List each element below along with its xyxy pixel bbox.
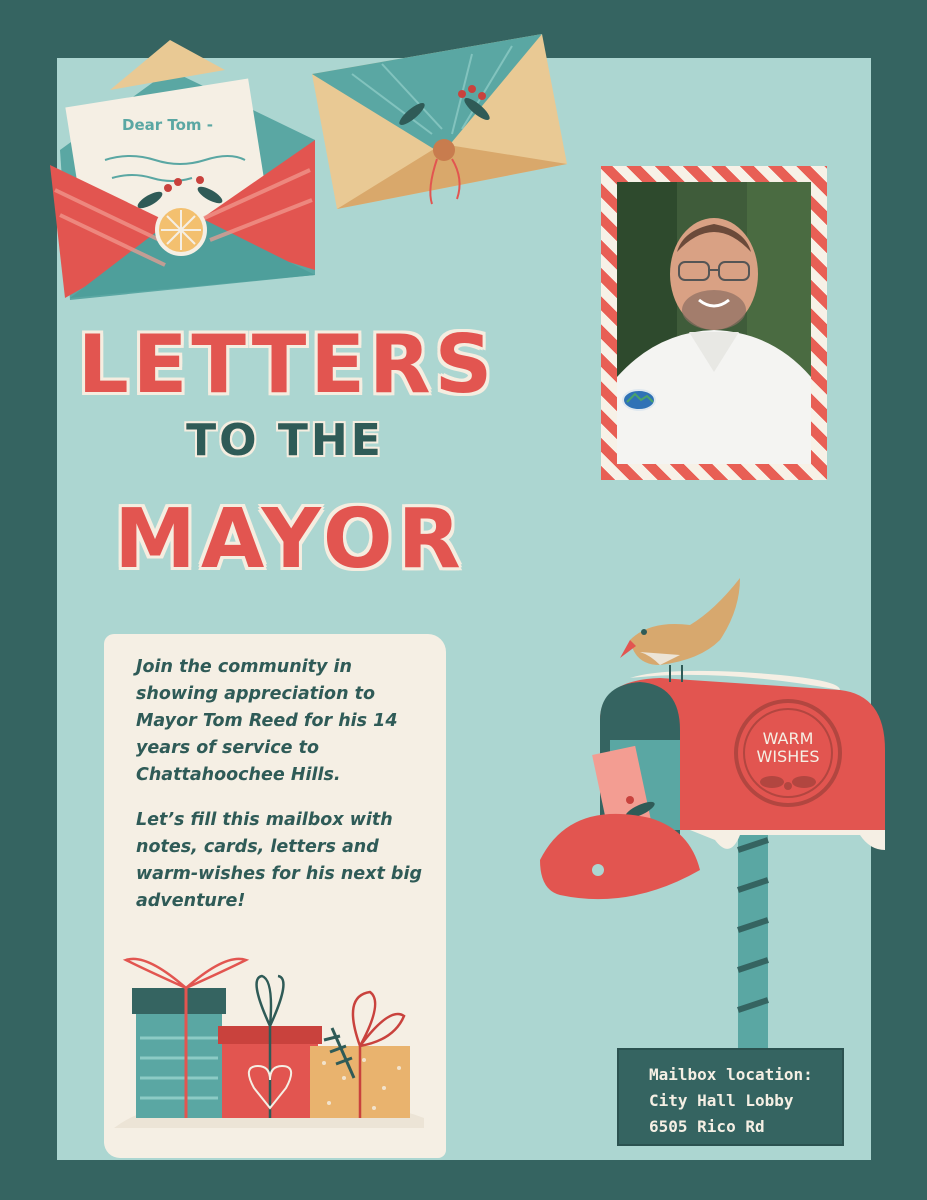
message-paragraph-2: Let’s fill this mailbox with notes, cards, letters and warm-wishes for his next big adventure! bbox=[136, 810, 422, 911]
message-text bbox=[136, 654, 426, 933]
gift-boxes-illustration bbox=[114, 948, 424, 1128]
title-to-the: TO THE bbox=[186, 415, 384, 466]
location-address: 6505 Rico Rd bbox=[649, 1117, 765, 1136]
mailbox-stamp-line-2: WISHES bbox=[756, 747, 820, 766]
title-letters: LETTERS bbox=[77, 318, 497, 411]
location-label: Mailbox location: bbox=[649, 1065, 813, 1084]
message-paragraph-1: Join the community in showing appreciation to Mayor Tom Reed for his 14 years of service to Chattahoochee Hills. bbox=[136, 657, 398, 785]
sealed-envelope-illustration bbox=[312, 34, 572, 214]
location-place: City Hall Lobby bbox=[649, 1091, 794, 1110]
envelope-with-letter-illustration bbox=[50, 30, 325, 300]
mailbox-illustration bbox=[540, 550, 900, 1060]
mailbox-location-box bbox=[619, 1050, 842, 1144]
mayor-photo-frame bbox=[601, 166, 827, 480]
mailbox-stamp-line-1: WARM bbox=[762, 729, 814, 748]
title-mayor: MAYOR bbox=[114, 492, 466, 587]
letter-greeting: Dear Tom - bbox=[122, 116, 213, 134]
mayor-photo bbox=[617, 182, 811, 464]
